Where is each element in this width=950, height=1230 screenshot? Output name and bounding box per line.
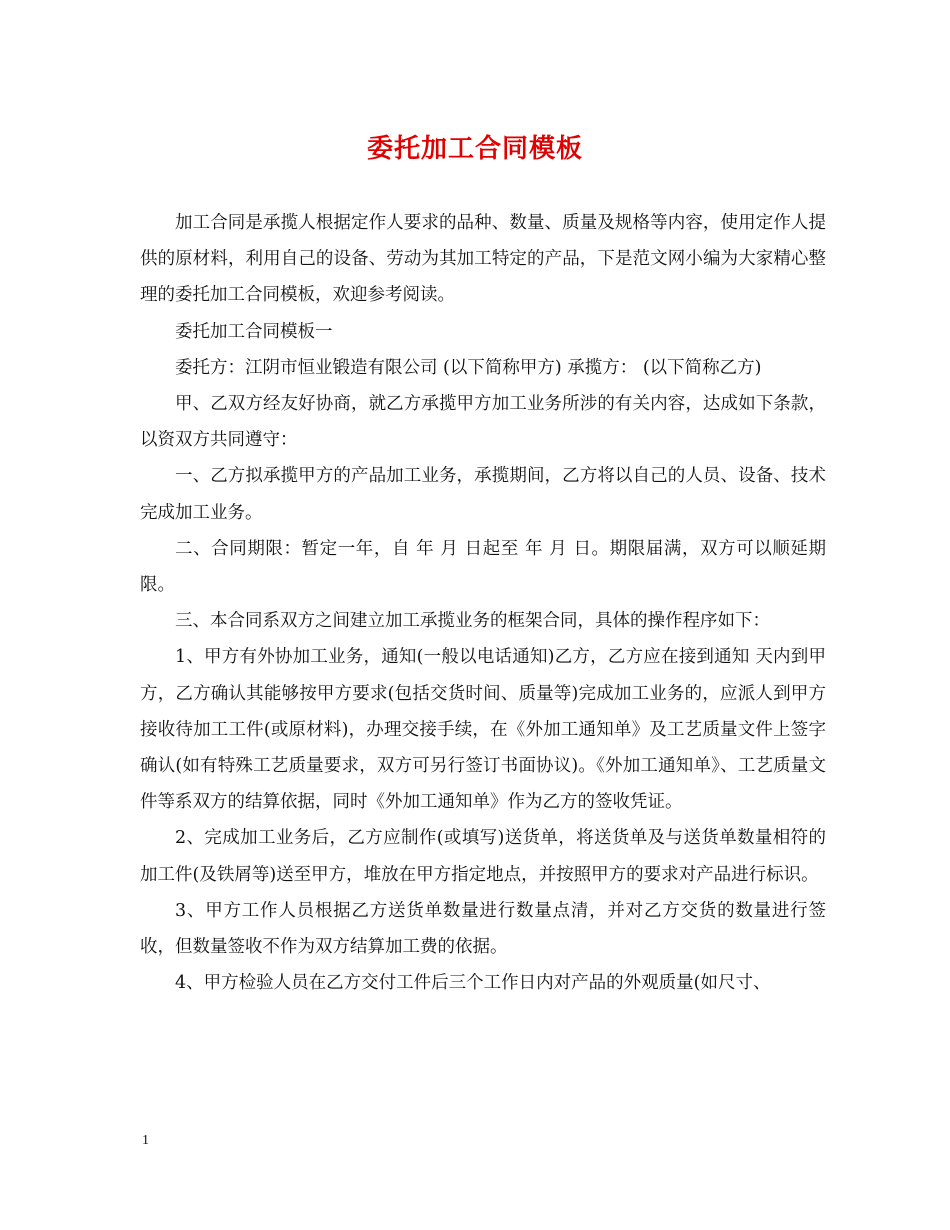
paragraph: 1、甲方有外协加工业务，通知(一般以电话通知)乙方，乙方应在接到通知 天内到甲方，乙方确认其能够按甲方要求(包括交货时间、质量等)完成加工业务的，应派人到甲方接收待加工工件(或原材料)，办理交接手续，在《外加工通知单》及工艺质量文件上签字确认(如有特殊工艺质量要求，双方可另行签订书面协议)。《外加工通知单》、工艺质量文件等系双方的结算依据，同时《外加工通知单》作为乙方的签收凭证。	[140, 647, 826, 813]
paragraph: 加工合同是承揽人根据定作人要求的品种、数量、质量及规格等内容，使用定作人提供的原材料，利用自己的设备、劳动为其加工特定的产品，下是范文网小编为大家精心整理的委托加工合同模板，欢迎参考阅读。	[140, 213, 826, 306]
paragraph: 委托方：江阴市恒业锻造有限公司 (以下简称甲方) 承揽方： (以下简称乙方)	[175, 357, 762, 378]
paragraph: 3、甲方工作人员根据乙方送货单数量进行数量点清，并对乙方交货的数量进行签收，但数量签收不作为双方结算加工费的依据。	[140, 900, 826, 958]
paragraph: 二、合同期限：暂定一年，自 年 月 日起至 年 月 日。期限届满，双方可以顺延期限。	[140, 538, 826, 596]
document-body	[140, 205, 826, 1001]
paragraph: 一、乙方拟承揽甲方的产品加工业务，承揽期间，乙方将以自己的人员、设备、技术完成加工业务。	[140, 466, 826, 523]
paragraph: 甲、乙双方经友好协商，就乙方承揽甲方加工业务所涉的有关内容，达成如下条款，以资双方共同遵守：	[140, 394, 826, 451]
paragraph: 三、本合同系双方之间建立加工承揽业务的框架合同，具体的操作程序如下：	[175, 611, 770, 632]
paragraph: 2、完成加工业务后，乙方应制作(或填写)送货单，将送货单及与送货单数量相符的加工件(及铁屑等)送至甲方，堆放在甲方指定地点，并按照甲方的要求对产品进行标识。	[140, 828, 826, 885]
paragraph: 委托加工合同模板一	[175, 321, 333, 342]
document-title: 委托加工合同模板	[366, 134, 583, 164]
page-number: 1	[142, 1133, 149, 1148]
paragraph: 4、甲方检验人员在乙方交付工件后三个工作日内对产品的外观质量(如尺寸、	[175, 973, 771, 994]
